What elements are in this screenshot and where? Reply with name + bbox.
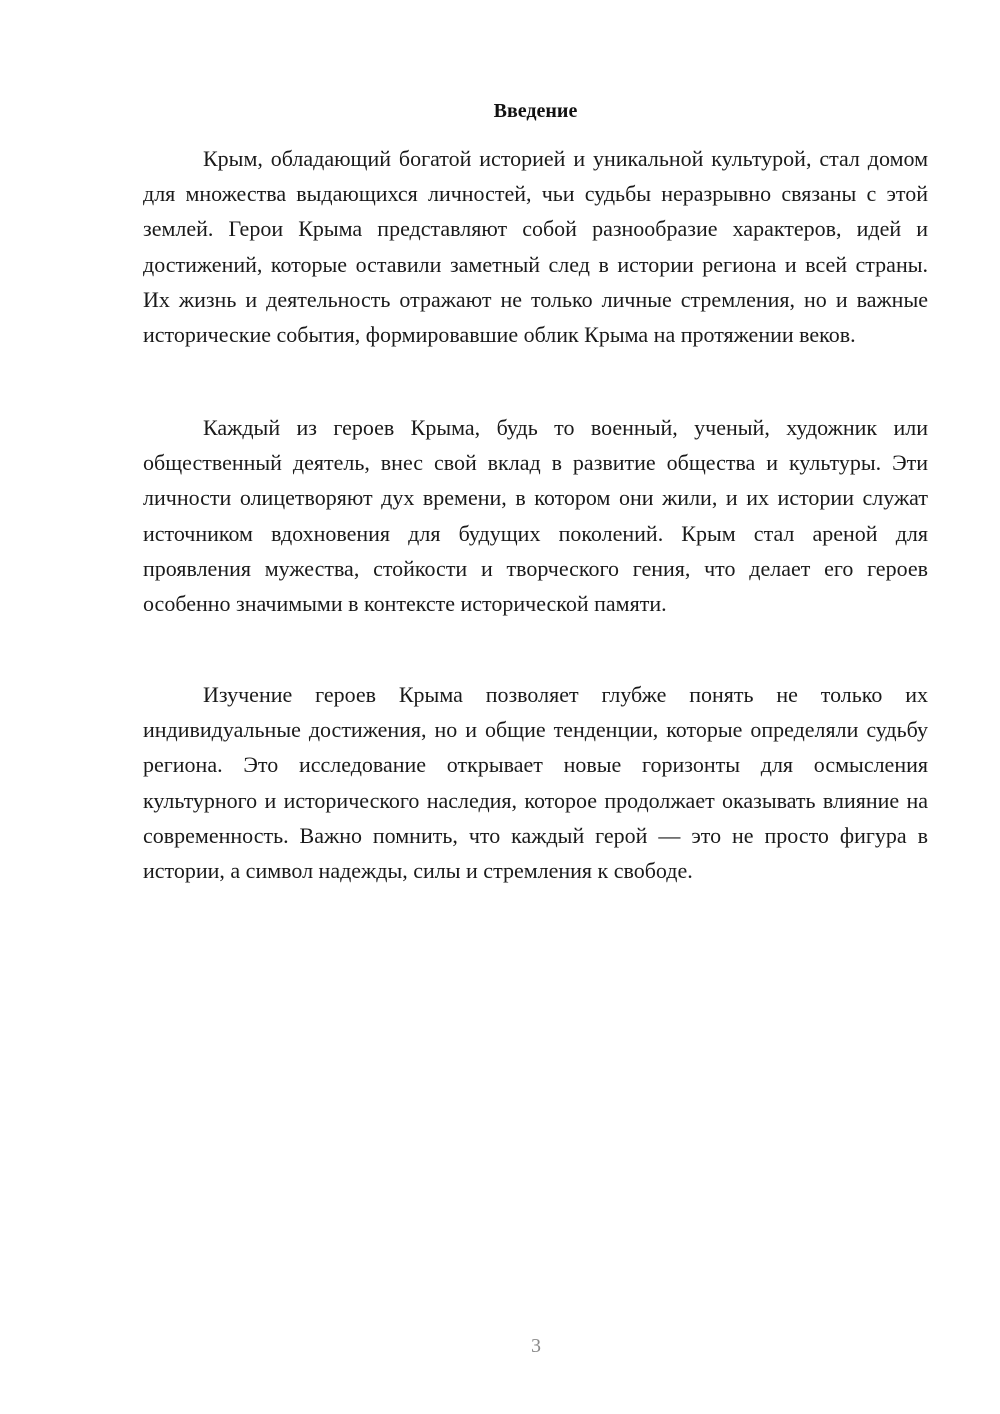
paragraph-1: Крым, обладающий богатой историей и уникальной культурой, стал домом для множества выдающихся личностей, чьи судьбы неразрывно связаны с этой землей. Герои Крыма представляют собой разнообразие характеров, идей и достижений, которые оставили заметный след в истории региона и всей страны. Их жизнь и деятельность отражают не только личные стремления, но и важные исторические события, формировавшие облик Крыма на протяжении веков. bbox=[143, 146, 928, 348]
page-number: 3 bbox=[531, 1335, 541, 1357]
paragraph-2: Каждый из героев Крыма, будь то военный, ученый, художник или общественный деятель, внес свой вклад в развитие общества и культуры. Эти личности олицетворяют дух времени, в котором они жили, и их истории служат источником вдохновения для будущих поколений. Крым стал ареной для проявления мужества, стойкости и творческого гения, что делает его героев особенно значимыми в контексте исторической памяти. bbox=[143, 415, 928, 617]
paragraph-3: Изучение героев Крыма позволяет глубже понять не только их индивидуальные достижения, но и общие тенденции, которые определяли судьбу региона. Это исследование открывает новые горизонты для осмысления культурного и исторического наследия, которое продолжает оказывать влияние на современность. Важно помнить, что каждый герой — это не просто фигура в истории, а символ надежды, силы и стремления к свободе. bbox=[143, 682, 928, 884]
section-heading: Введение bbox=[493, 100, 578, 122]
